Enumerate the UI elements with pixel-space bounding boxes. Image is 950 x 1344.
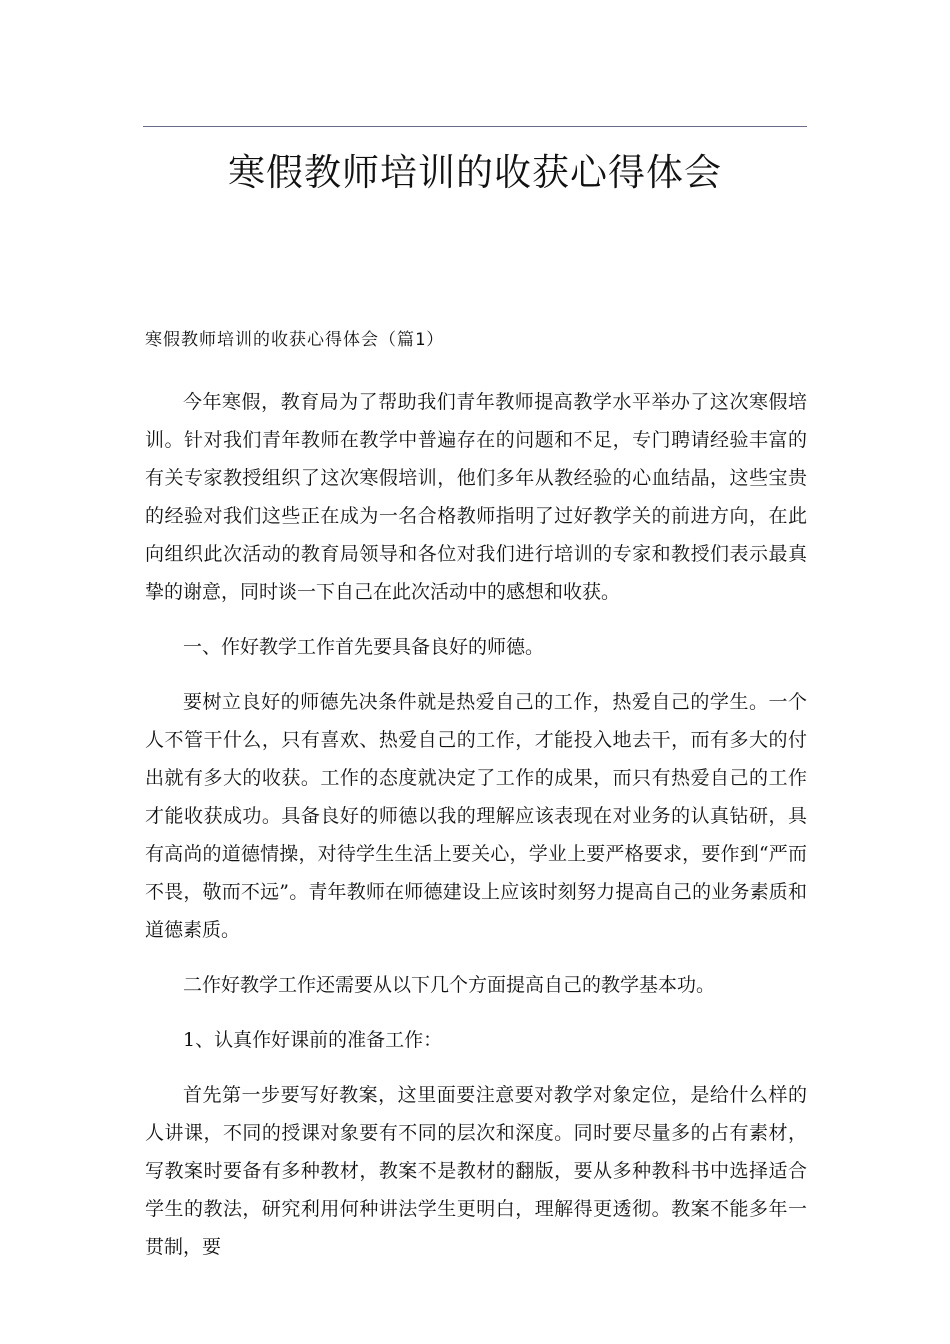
paragraph-point-one-heading: 一、作好教学工作首先要具备良好的师德。 xyxy=(183,636,545,658)
document-title: 寒假教师培训的收获心得体会 xyxy=(228,151,722,194)
document-body xyxy=(145,383,807,1266)
paragraph-subpoint-one-heading: 1、认真作好课前的准备工作： xyxy=(183,1029,443,1051)
paragraph-intro: 今年寒假，教育局为了帮助我们青年教师提高教学水平举办了这次寒假培训。针对我们青年教师在教学中普遍存在的问题和不足，专门聘请经验丰富的有关专家教授组织了这次寒假培训，他们多年从教经验的心血结晶，这些宝贵的经验对我们这些正在成为一名合格教师指明了过好教学关的前进方向，在此向组织此次活动的教育局领导和各位对我们进行培训的专家和教授们表示最真挚的谢意，同时谈一下自己在此次活动中的感想和收获。 xyxy=(145,391,807,603)
section-heading: 寒假教师培训的收获心得体会（篇1） xyxy=(145,330,445,350)
header-rule xyxy=(143,126,807,127)
paragraph-point-two-heading: 二作好教学工作还需要从以下几个方面提高自己的教学基本功。 xyxy=(183,974,716,996)
paragraph-ethics: 要树立良好的师德先决条件就是热爱自己的工作，热爱自己的学生。一个人不管干什么，只有喜欢、热爱自己的工作，才能投入地去干，而有多大的付出就有多大的收获。工作的态度就决定了工作的成果，而只有热爱自己的工作才能收获成功。具备良好的师德以我的理解应该表现在对业务的认真钻研，具有高尚的道德情操，对待学生生活上要关心，学业上要严格要求，要作到“严而不畏，敬而不远”。青年教师在师德建设上应该时刻努力提高自己的业务素质和道德素质。 xyxy=(145,691,807,941)
paragraph-lesson-plan: 首先第一步要写好教案，这里面要注意要对教学对象定位，是给什么样的人讲课，不同的授课对象要有不同的层次和深度。同时要尽量多的占有素材，写教案时要备有多种教材，教案不是教材的翻版，要从多种教科书中选择适合学生的教法，研究利用何种讲法学生更明白，理解得更透彻。教案不能多年一贯制，要 xyxy=(145,1084,807,1258)
